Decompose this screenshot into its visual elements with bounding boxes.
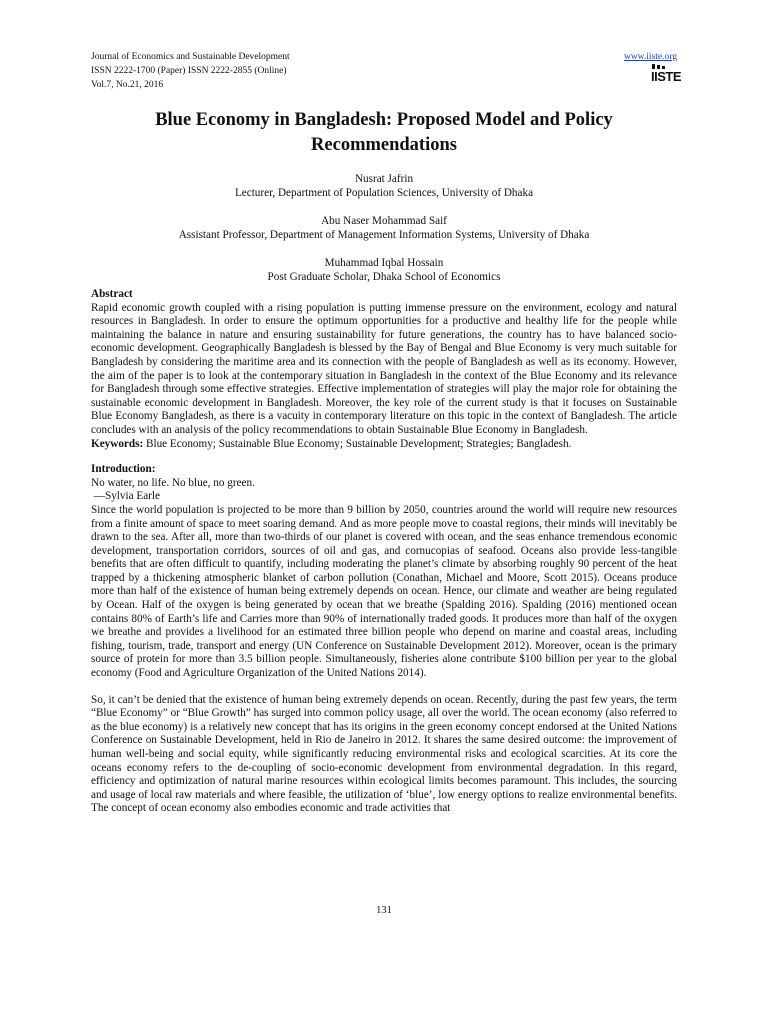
journal-url-link[interactable]: www.iiste.org [623,52,677,62]
author-affiliation: Assistant Professor, Department of Management Information Systems, University of Dhaka [178,229,590,241]
journal-volume: Vol.7, No.21, 2016 [91,80,164,90]
keywords-text: Blue Economy; Sustainable Blue Economy; Sustainable Development; Strategies; Bangladesh. [143,437,572,450]
author-affiliation: Post Graduate Scholar, Dhaka School of Economics [267,271,501,283]
author-list [91,172,677,298]
epigraph-author: —Sylvia Earle [91,490,160,503]
author-name: Nusrat Jafrin [354,173,414,185]
author-name: Muhammad Iqbal Hossain [324,257,444,269]
author-block [91,256,677,284]
spacer [91,681,677,694]
logo-text: IISTE [651,69,682,84]
author-affiliation: Lecturer, Department of Population Sciences, University of Dhaka [234,187,534,199]
keywords-label: Keywords: [91,437,144,450]
journal-issn: ISSN 2222-1700 (Paper) ISSN 2222-2855 (Online) [91,66,287,76]
author-block [91,214,677,242]
author-name: Abu Naser Mohammad Saif [321,215,447,227]
paper-body [91,288,677,816]
introduction-heading: Introduction: [91,463,156,476]
keywords-line [91,438,677,452]
page-number: 131 [376,905,392,916]
introduction-paragraph: So, it can’t be denied that the existence of human being extremely depends on ocean. Recently, during the past few years, the term “Blue Economy” or “Blue Growth” has surged into common policy usage, all over the world. The ocean economy (also referred to as the blue economy) is a relatively new concept that has its origins in the green economy concept endorsed at the United Nations Conference on Sustainable Development, held in Rio de Janeiro in 2012. It shares the same desired outcome: the improvement of human well-being and social equity, while significantly reducing environmental risks and ecological scarcities. At its core the oceans economy refers to the de-coupling of socio-economic development from environmental degradation. In this regard, efficiency and optimization of natural marine resources within ecological limits becomes paramount. This includes, the sourcing and usage of local raw materials and where feasible, the utilization of ‘blue’, low energy options to realize environmental benefits. The concept of ocean economy also embodies economic and trade activities that [91,693,677,815]
journal-header [91,50,682,92]
introduction-paragraph: Since the world population is projected to be more than 9 billion by 2050, countries around the world will require new resources from a finite amount of space to meet soaring demand. And as more people move to coastal regions, their minds will inevitably be drawn to the sea. After all, more than two-thirds of our planet is covered with ocean, and the seas enhance tremendous economic development, transportation corridors, sources of oil and gas, and cornucopias of seafood. Oceans also provide less-tangible benefits that are often difficult to quantify, including moderating the planet’s climate by absorbing roughly 90 percent of the heat trapped by a thickening atmospheric blanket of carbon pollution (Conathan, Michael and Moore, Scott 2015). Oceans produce more than half of the existence of human being extremely depends on ocean. Hence, our climate and weather are being regulated by Ocean. Half of the oxygen is being generated by ocean that we breathe (Spalding 2016). Spalding (2016) mentioned ocean contains 80% of Earth’s life and Carries more than 90% of internationally traded goods. It produces more than half of the oxygen we breathe and provides a livelihood for an estimated three billion people who depend on marine and coastal areas, including fishing, tourism, trade, transport and energy (UN Conference on Sustainable Development 2012). Moreover, ocean is the primary source of protein for more than 3.5 billion people. Simultaneously, fisheries alone contribute $100 billion per year to the global economy (Food and Agriculture Organization of the United Nations 2014). [91,503,677,680]
paper-title: Blue Economy in Bangladesh: Proposed Model and Policy Recommendations [155,110,613,155]
iiste-logo [651,64,682,90]
author-block [91,172,677,200]
abstract-heading: Abstract [91,288,133,300]
journal-name: Journal of Economics and Sustainable Development [91,52,290,62]
spacer [91,451,677,463]
abstract-text: Rapid economic growth coupled with a rising population is putting immense pressure on the environment, ecology and natural resources in Bangladesh. In order to ensure the optimum opportunities for a productive and healthy life for the people while maintaining the balance in nature and ensuring sustainability for future generations, the country has to have balanced socio-economic development. Geographically Bangladesh is blessed by the Bay of Bengal and Blue Economy is very much suitable for Bangladesh by considering the maritime area and its connection with the people of Bangladesh as well as its economy. However, the aim of the paper is to look at the contemporary situation in Bangladesh in the context of the Blue Economy and its relevance for Bangladesh through some effective strategies. Effective implementation of strategies will play the major role for obtaining the sustainable economic development in Bangladesh. Moreover, the key role of the current study is that it focuses on Sustainable Blue Economy Bangladesh, as there is a vacuity in contemporary literature on this topic in the context of Bangladesh. The article concludes with an analysis of the policy recommendations to obtain Sustainable Blue Economy in Bangladesh. [91,301,677,436]
epigraph-quote: No water, no life. No blue, no green. [91,476,255,489]
